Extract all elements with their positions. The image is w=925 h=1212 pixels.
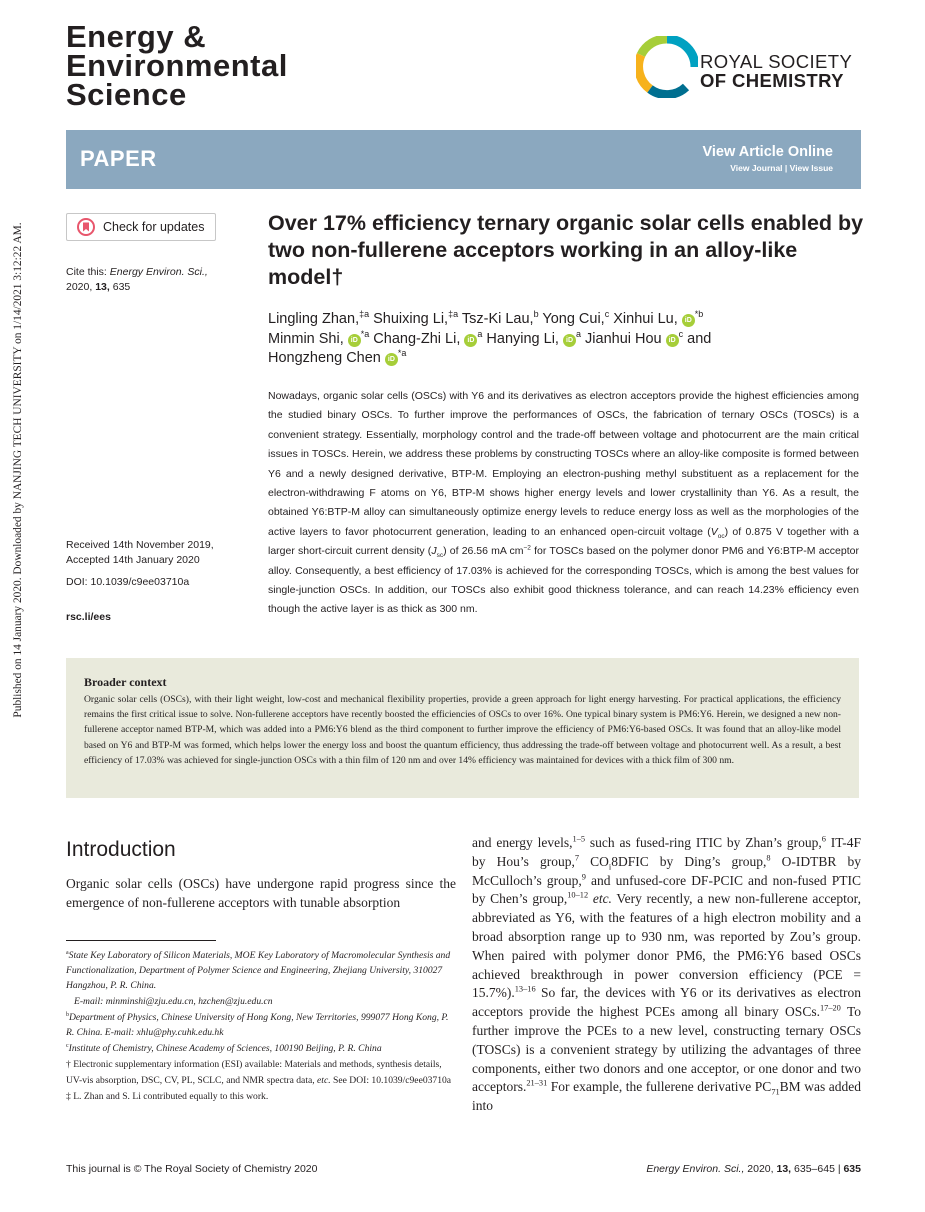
orcid-icon[interactable]: iD: [563, 334, 576, 347]
footnote-divider: [66, 940, 216, 941]
view-journal-link[interactable]: View Journal: [730, 163, 783, 173]
article-title: Over 17% efficiency ternary organic solar cells enabled by two non-fullerene acceptors working in an alloy-like model†: [268, 211, 864, 289]
abstract: Nowadays, organic solar cells (OSCs) with Y6 and its derivatives as electron acceptors provide the highest efficiencies among the studied binary OSCs. To further improve the performances of OSCs, the fabrication of ternary OSCs (TOSCs) is a convenient strategy. Essentially, morphology control and the trade-off between voltage and photocurrent are the main critical issues in TOSCs. Herein, we address these problems by constructing TOSCs where an alloy-like composite is formed between Y6 and a newly designed derivative, BTP-M. Employing an electron-pushing methyl substituent as a replacement for the electron-withdrawing F atoms on Y6, BTP-M shows higher energy levels and lower crystallinity than Y6. As a result, the obtained Y6:BTP-M alloy can simultaneously optimize energy levels to reduce energy loss as well as the morphologies of the active layers to favor photocurrent generation, leading to an enhanced open-circuit voltage $(V_{oc})$ of 0.875 V together with a larger short-circuit current density $(J_{sc})$ of 26.56 mA $cm^{-2}$ for TOSCs based on the polymer donor PM6 and Y6:BTP-M acceptor alloy. Consequently, a best efficiency of 17.03% is achieved for the corresponding TOSCs, which is among the best values for single-junction OSCs. In addition, our TOSCs also exhibit good thickness tolerance, and can reach 14.23% efficiency even though the active layer is as thick as 300 nm.: [268, 390, 859, 616]
doi[interactable]: DOI: 10.1039/c9ee03710a: [66, 576, 190, 588]
view-article-link[interactable]: View Article Online: [702, 144, 833, 160]
publisher-name: ROYAL SOCIETY OF CHEMISTRY: [700, 51, 853, 91]
section-heading-introduction: Introduction: [66, 838, 176, 861]
received-dates: Received 14th November 2019, Accepted 14th January 2020: [66, 539, 214, 566]
orcid-icon[interactable]: iD: [385, 353, 398, 366]
body-text-col1: Organic solar cells (OSCs) have undergone rapid progress since the emergence of non-fullerene acceptors with tunable absorption: [66, 876, 456, 910]
broader-context-box: [66, 658, 859, 798]
author-list: Lingling Zhan,$^{\ddagger a}$ Shuixing Li,$^{\ddagger a}$ Tsz-Ki Lau,$^b$ Yong Cui,$^c$ Xinhui Lu, $iD^{*b}$ Minmin Shi, $iD^{*a}$ Chang-Zhi Li, $iD^a$ Hanying Li, $iD^a$ Jianhui Hou $iD^c$ and Hongzheng Chen $iD^{*a}$: [268, 309, 712, 366]
footer-copyright: This journal is © The Royal Society of Chemistry 2020: [66, 1163, 318, 1175]
footnotes: $^a$State Key Laboratory of Silicon Materials, MOE Key Laboratory of Macromolecular Synthesis and Functionalization, Department of Polymer Science and Engineering, Zhejiang University, 310027 Hangzhou, P. R. China. E-mail: minminshi@zju.edu.cn, hzchen@zju.edu.cn $^b$Department of Physics, Chinese University of Hong Kong, New Territories, 999077 Hong Kong, P. R. China. E-mail: xhlu@phy.cuhk.edu.hk $^c$Institute of Chemistry, Chinese Academy of Sciences, 100190 Beijing, P. R. China † Electronic supplementary information (ESI) available: Materials and methods, synthesis details, UV-vis absorption, DSC, CV, PL, SCLC, and NMR spectra data, etc. See DOI: 10.1039/c9ee03710a ‡ L. Zhan and S. Li contributed equally to this work.: [66, 949, 452, 1102]
download-note: Published on 14 January 2020. Downloaded by NANJING TECH UNIVERSITY on 1/14/2021 3:12:22 AM.: [12, 222, 24, 718]
banner-links: View Article Online View Journal | View Issue: [702, 144, 833, 173]
body-text-col2: and energy levels,$^{1-5}$ such as fused-ring ITIC by Zhan’s group,$^6$ IT-4F by Hou’s group,$^7$ $CO_i8DFIC$ by Ding’s group,$^8$ O-IDTBR by McCulloch’s group,$^9$ and unfused-core DF-PCIC and non-fused PTIC by Chen’s group,$^{10-12}$ etc. Very recently, a new non-fullerene acceptor, abbreviated as Y6, with the features of a high electron mobility and a broad absorption range up to 930 nm, was reported by Zou’s group. When paired with polymer donor PM6, the PM6:Y6 based OSCs achieved breakthrough in power conversion efficiency (PCE = 15.7%).$^{13-16}$ So far, the devices with Y6 or its derivatives as electron acceptors provide the highest PCEs among all binary OSCs.$^{17-20}$ To further improve the PCEs to a new level, constructing ternary OSCs (TOSCs) is a convenient strategy by utilizing the advantages of three components, either two donors and one acceptor, or one donor and two acceptors.$^{21-31}$ For example, the fullerene derivative $PC_{71}BM$ was added into: [472, 834, 861, 1114]
orcid-icon[interactable]: iD: [682, 314, 695, 327]
footer-citation: Energy Environ. Sci., 2020, 13, 635–645 | 635: [646, 1163, 861, 1175]
rsc-logo-icon[interactable]: [636, 36, 698, 98]
page-number: 635: [843, 1163, 861, 1175]
journal-link[interactable]: rsc.li/ees: [66, 611, 111, 623]
view-issue-link[interactable]: View Issue: [789, 163, 833, 173]
broader-context-text: Organic solar cells (OSCs), with their light weight, low-cost and mechanical flexibility properties, provide a green approach for light energy harvesting. For practical applications, the efficiency remains the first critical issue to solve. Non-fullerene acceptors have recently boosted the efficiencies of OSCs to over 16%. One typical binary system is PM6:Y6. Herein, we designed a new non-fullerene acceptor named BTP-M, which was added into a PM6:Y6 blend as the third component to further improve the efficiency of PM6:Y6-based OSCs. It was found that an alloy-like model based on Y6 and BTP-M was formed, which helps lower the energy loss and boost the quantum efficiency, thus addressing the trade-off between voltage and photocurrent well. As a result, a best efficiency of 17.03% was achieved for single-junction OSCs with a thin film of 120 nm and over 14% efficiency was maintained for devices with a thick film of 300 nm.: [84, 694, 841, 766]
article-type: PAPER: [80, 146, 157, 171]
check-for-updates-button[interactable]: Check for updates: [66, 213, 216, 241]
orcid-icon[interactable]: iD: [666, 334, 679, 347]
orcid-icon[interactable]: iD: [464, 334, 477, 347]
broader-context-title: Broader context: [84, 675, 167, 689]
citation: Cite this: Energy Environ. Sci., 2020, 13, 635: [66, 266, 208, 293]
journal-title[interactable]: Energy & Environmental Science: [66, 19, 288, 112]
orcid-icon[interactable]: iD: [348, 334, 361, 347]
bookmark-ring-icon: [77, 218, 95, 236]
